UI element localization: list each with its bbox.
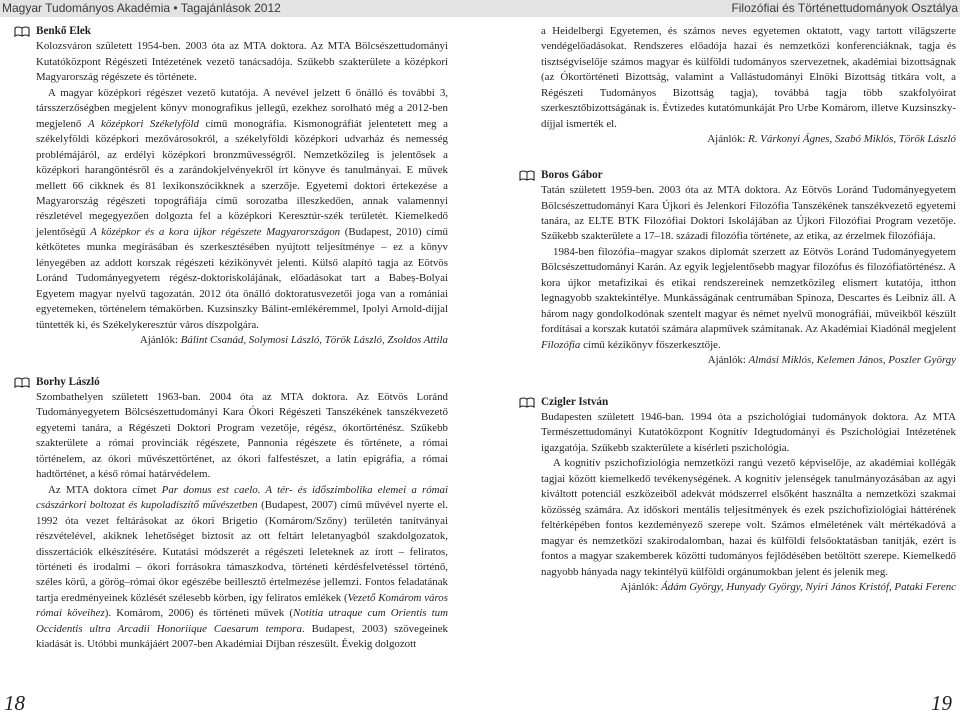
entry-benko xyxy=(14,24,448,349)
open-book-icon xyxy=(14,377,30,388)
right-column xyxy=(519,24,956,595)
open-book-icon xyxy=(519,170,535,181)
running-header xyxy=(0,0,960,17)
header-right: Filozófiai és Történettudományok Osztálya xyxy=(731,1,958,15)
member-name: Boros Gábor xyxy=(541,168,603,181)
recommenders: Ajánlók: Ádám György, Hunyady György, Nyíri János Kristóf, Pataki Ferenc xyxy=(620,580,956,593)
page-number-right: 19 xyxy=(931,691,952,715)
open-book-icon xyxy=(14,26,30,37)
member-name: Benkő Elek xyxy=(36,25,92,37)
recommenders: Ajánlók: R. Várkonyi Ágnes, Szabó Miklós, Török László xyxy=(707,133,956,146)
bio-paragraph: Kolozsváron született 1954-ben. 2003 óta az MTA doktora. Az MTA Bölcsészettudományi Kutatóközpont Régészeti Intézetének vezető tanácsadója. Szűkebb szakterülete a középkori Magyarország régészete és története. xyxy=(36,40,448,84)
entry-borhy-continued xyxy=(519,24,956,148)
achievements-paragraph: A kognitív pszichofiziológia nemzetközi rangú vezető képviselője, az akadémiai kollégák tagjai között kiemelkedő tevékenységének. A kognitív jelenségek tanulmányozásában az agyi kiváltott potenciál eszközeiből adekvát módszerrel elsőként használta a nemzetközi szakmai közösség számára. Az időskori mentális teljesítmények és ezek pszichofiziológiai háttérének feltérképében fontos kezdeményező szerepe volt. Számos elméletének vált mértékadóvá a magyar és nemzetközi szakirodalomban, hazai és külföldi felsőoktatásban tanítják, ezért is fontos a magyar szakemberek közötti tudományos fejlődésében betöltött szerepe. Kiemelkedő nagyobb hányada nagy tekintélyű külföldi orgánumokban jelent és jelenik meg. xyxy=(541,457,956,578)
entry-borhy xyxy=(14,375,448,653)
entry-czigler xyxy=(519,395,956,596)
bio-paragraph: Szombathelyen született 1963-ban. 2004 óta az MTA doktora. Az Eötvös Loránd Tudományegyetem Bölcsészettudományi Kara Ókori Régészeti Tanszékének tanszékvezető egyetemi tanára, a Régészeti Doktori Program vezetője, régész, ókortörténész. Szűkebb szakterülete a római provinciák régészete, Pannonia régészete és története, a római történelem, az ókori művészettörténet, az ókori falfestészet, a latin epigráfia, a római hadtörténet, a késő római határvédelem. xyxy=(36,390,448,481)
member-name: Czigler István xyxy=(541,395,609,408)
open-book-icon xyxy=(519,397,535,408)
entry-boros xyxy=(519,168,956,369)
page-number-left: 18 xyxy=(4,691,25,715)
achievements-paragraph: 1984-ben filozófia–magyar szakos diplomát szerzett az Eötvös Loránd Tudományegyetem Bölcsészettudományi Karán. Az egyik legjelentősebb magyar filozófus és filozófiatörténész. A kora újkor metafizikai és etikai rendszereinek nemzetközileg elismert kutatója, itthon legnagyobb szaktekintélye. Munkásságának centrumában Spinoza, Descartes és Leibniz áll. A három nagy gondolkodónak szentelt magyar és német nyelvű monográfiái, műveikből készült fordításai a korszak kutatói számára alapművek számítanak. Az Akadémiai Kiadónál megjelent Filozófia című kézikönyv főszerkesztője. xyxy=(541,245,956,351)
achievements-paragraph: A magyar középkori régészet vezető kutatója. A nevével jelzett 6 önálló és további 3, társszerzőségben megjelent könyv monografikus jellegű, ezekhez sorolható még a 2012-ben megjelenő A középkori Székelyföld című monográfia. Kismonográfiát jelentetett meg a székelyföldi középkori mezővárosokról, a székelyföldi középkori udvarház és nemesség problémájáról, az erdélyi középkori bronzművességről. Nemzetközileg is jelentősek a középkori harangöntésről és a zarándokjelvényekről írt könyve és tanulmányai. E művek mellett 66 cikknek és 81 lexikonszócikknek a szerzője. Egyetemi doktori értekezése a Magyarország régészeti topográfiája című sorozatba illeszkedően, annak valamennyi részletével megegyezően dolgozta fel a középkori Keresztúr-szék területét. Kiemelkedő jelentőségű A középkor és a kora újkor régészete Magyarországon (Budapest, 2010) című kétkötetes munka megírásában és szerkesztésében nyújtott teljesítménye – ez a könyv lényegében az addott korszak régészeti kézikönyvét jelenti. Külső alapító tagja az Eötvös Loránd Tudományegyetem régész-doktoriskolájának, előadásokat tart a Babeș-Bolyai Egyetem magyar nyelvű tagozatán. 2012 óta önálló doktoratusvezetői joga van a romániai egyetemeken, történelem témakörben. Kuzsinszky Bálint-emlékéremmel, Ipolyi Arnold-díjjal tüntették ki, és Székelykeresztúr város díszpolgára. xyxy=(36,86,448,331)
bio-paragraph: Budapesten született 1946-ban. 1994 óta a pszichológiai tudományok doktora. Az MTA Természettudományi Kutatóközpont Kognitív Idegtudományi és Pszichológiai Intézetének igazgatója. Szűkebb szakterülete a kísérleti pszichológia. xyxy=(541,410,956,454)
header-left: Magyar Tudományos Akadémia • Tagajánlások 2012 xyxy=(2,1,281,15)
recommenders: Ajánlók: Almási Miklós, Kelemen János, Poszler György xyxy=(707,354,956,367)
recommenders: Ajánlók: Bálint Csanád, Solymosi László, Török László, Zsoldos Attila xyxy=(139,334,448,347)
bio-continued: a Heidelbergi Egyetemen, és számos neves egyetemen oktatott, vagy tartott vilägszerte vendégelőadásokat. Rendszeres előadója hazai és nemzetközi konferenciáknak, tagja és tisztségviselője számos magyar és külföldi tudományos szervezetnek, akadémiai bizottságnak (az Ókortörténeti Bizottság, valamint a Vallástudományi Elnöki Bizottság titkára volt, a Régészeti Tudományos Bizottság tagja), továbbá tagja több szakfolyóirat szerkesztőbizottságának is. Évtizedes kutatómunkáját Pro Urbe Komárom, illetve Kuzsinszky-díjjal ismerték el. xyxy=(541,25,956,130)
bio-paragraph: Tatán született 1959-ben. 2003 óta az MTA doktora. Az Eötvös Loránd Tudományegyetem Bölcsészettudományi Kara Újkori és Jelenkori Filozófia Tanszékének tanszékvezető egyetemi tanára, az ELTE BTK Filozófiai Doktori Iskolájában az Újkori Filozófiai Program vezetője. Szűkebb szakterülete a 17–18. századi filozófia története, az etika, az érzelmek filozófiája. xyxy=(541,184,956,243)
member-name: Borhy László xyxy=(36,375,100,388)
left-column xyxy=(14,24,448,653)
achievements-paragraph: Az MTA doktora címet Par domus est caelo. A tér- és időszimbolika elemei a római császárkori boltozat és kupoladíszítő művészetben (Budapest, 2007) című művével nyerte el. 1992 óta vezet feltárásokat az ókori Brigetio (Komárom/Szőny) területén tanítványai részvételével, akiknek lehetőséget biztosít az ott feltárt leletanyagból szakdolgozatok, disszertációk elkészítésére. Kutatási módszerét a régészeti leleteknek az írott – feliratos, történeti és irodalmi – ókori forrásokra támaszkodva, történeti kérdésfelvetéssel történő, széles körű, a görög–római ókor egészébe beillesztő értelmezése jellemzi. Fontos feladatának tartja eredményeinek közlését szélesebb körben, így feliratos emlékek (Vezető Komárom város római köveihez). Komárom, 2006) és történeti művek (Notitia utraque cum Orientis tum Occidentis ultra Arcadii Honoriique Caesarum tempora. Budapest, 2003) szövegeinek kiadását is. Utóbbi munkájáért 2007-ben Akadémiai Díjban részesült. Évekig dolgozott xyxy=(36,483,448,651)
